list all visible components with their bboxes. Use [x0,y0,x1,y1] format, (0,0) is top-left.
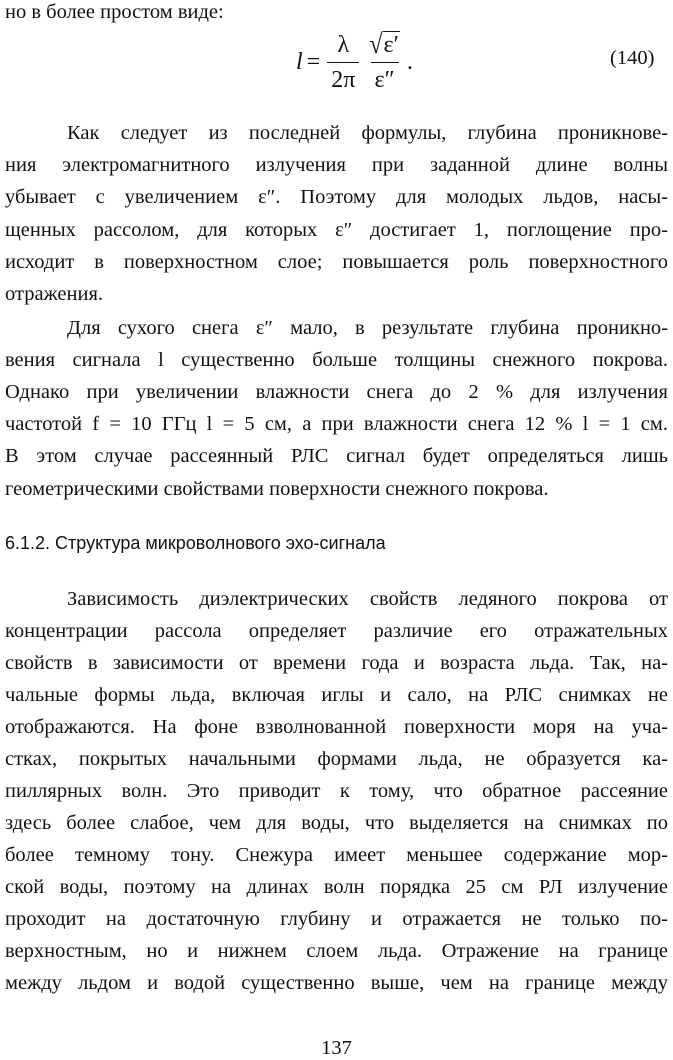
formula-period: . [406,48,413,75]
paragraph-line: концентрации рассола определяет различие его отражательных [5,620,668,642]
paragraph-line: между льдом и водой существенно выше, чем на границе между [5,972,668,994]
formula-lhs: l [296,48,303,75]
formula-equals: = [306,48,321,75]
paragraph-line: Зависимость диэлектрических свойств ледяного покрова от [67,588,668,610]
paragraph-line: вения сигнала l существенно больше толщины снежного покрова. [5,349,668,371]
formula-sqrt-content: ε′ [383,31,399,58]
formula-frac2-denominator: ε″ [371,62,399,94]
paragraph-line: верхностным, но и нижнем слоем льда. Отражение на границе [5,940,668,962]
paragraph-line: более темному тону. Снежура имеет меньшее содержание мор- [5,844,668,866]
formula-fraction-2 [365,31,404,94]
paragraph-line: исходит в поверхностном слое; повышается роль поверхностного [5,251,668,273]
sqrt-sign: √ [369,29,383,60]
paragraph-line: Как следует из последней формулы, глубина проникнове- [67,122,668,144]
section-heading: 6.1.2. Структура микроволнового эхо-сигнала [5,533,386,553]
paragraph-line: частотой f = 10 ГГц l = 5 см, а при влажности снега 12 % l = 1 см. [5,413,668,435]
paragraph-line: чальные формы льда, включая иглы и сало, на РЛС снимках не [5,684,668,706]
paragraph-line: убывает с увеличением ε″. Поэтому для молодых льдов, насы- [5,186,668,208]
paragraph-line: проходит на достаточную глубину и отражается не только по- [5,908,668,930]
paragraph-line: ния электромагнитного излучения при заданной длине волны [5,154,668,176]
paragraph-line: Для сухого снега ε″ мало, в результате глубина проникно- [67,317,668,339]
paragraph-line: отражения. [5,283,104,305]
paragraph-line: отображаются. На фоне взволнованной поверхности моря на уча- [5,716,668,738]
formula-fraction-1 [327,31,359,94]
paragraph-line: стках, покрытых начальными формами льда, не образуется ка- [5,748,668,770]
intro-line: но в более простом виде: [5,1,224,23]
paragraph-line: ской воды, поэтому на длинах волн порядка 25 см РЛ излучение [5,876,668,898]
paragraph-line: свойств в зависимости от времени года и возраста льда. Так, на- [5,652,668,674]
paragraph-line: здесь более слабое, чем для воды, что выделяется на снимках по [5,812,668,834]
formula-140 [296,22,413,102]
paragraph-line: В этом случае рассеянный РЛС сигнал будет определяться лишь [5,445,668,467]
page-number: 137 [321,1037,352,1059]
formula-frac1-denominator: 2π [327,62,359,94]
paragraph-line: пиллярных волн. Это приводит к тому, что обратное рассеяние [5,780,668,802]
formula-frac2-numerator [365,31,404,62]
paragraph-line: Однако при увеличении влажности снега до 2 % для излучения [5,381,668,403]
equation-number: (140) [610,47,655,69]
paragraph-line: геометрическими свойствами поверхности снежного покрова. [5,478,549,500]
paragraph-line: щенных рассолом, для которых ε″ достигает 1, поглощение про- [5,219,668,241]
formula-frac1-numerator: λ [337,31,350,58]
